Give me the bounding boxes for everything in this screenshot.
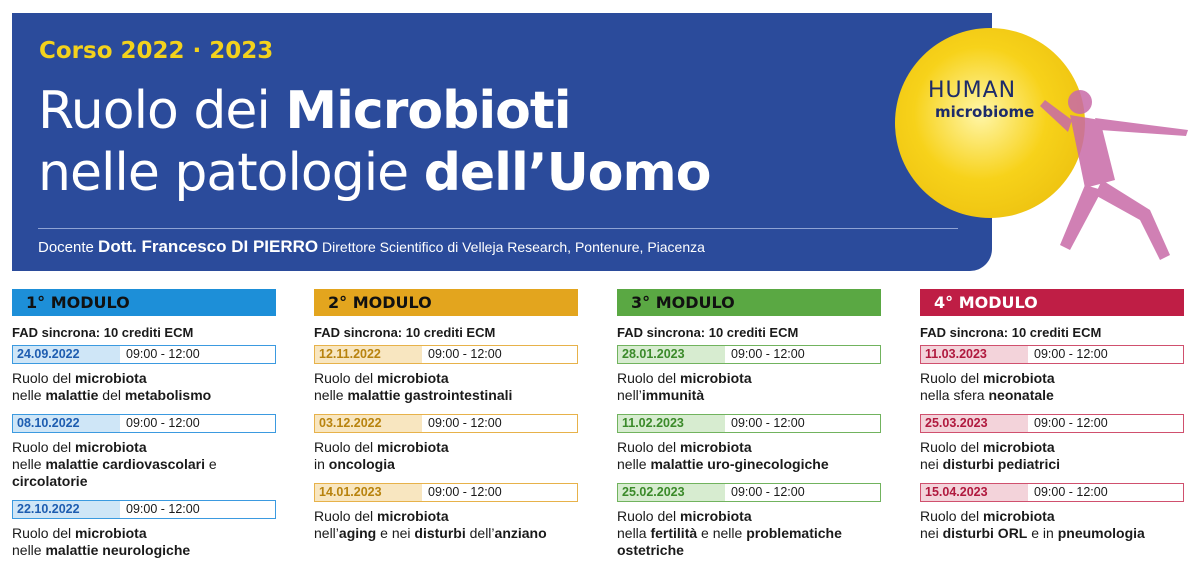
session-topic: Ruolo del microbiota nell’aging e nei disturbi dell’anziano — [314, 508, 547, 541]
session-date-box — [617, 483, 881, 502]
logo-word-microbiome: microbiome — [935, 103, 1035, 121]
session-topic: Ruolo del microbiota nelle malattie neurologiche — [12, 525, 191, 558]
credits-label: FAD sincrona: 10 crediti ECM — [12, 325, 194, 340]
session-topic: Ruolo del microbiota nella fertilità e nelle problematiche ostetriche — [617, 508, 842, 558]
title-line-1: Ruolo dei Microbioti — [38, 81, 571, 141]
session-time: 09:00 - 12:00 — [126, 416, 200, 430]
session-time: 09:00 - 12:00 — [1034, 485, 1108, 499]
session-date-box — [12, 414, 276, 433]
session-date: 11.02.2023 — [618, 415, 725, 432]
session-topic: Ruolo del microbiota in oncologia — [314, 439, 449, 472]
session-time: 09:00 - 12:00 — [731, 416, 805, 430]
session-date: 08.10.2022 — [13, 415, 120, 432]
logo-word-human: HUMAN — [928, 78, 1017, 103]
module-4 — [920, 289, 1184, 542]
session-time: 09:00 - 12:00 — [126, 347, 200, 361]
session-time: 09:00 - 12:00 — [1034, 416, 1108, 430]
module-header: 2° MODULO — [314, 289, 578, 316]
session-date-box — [314, 345, 578, 364]
session-topic: Ruolo del microbiota nelle malattie del metabolismo — [12, 370, 212, 403]
teacher-role: Direttore Scientifico di Velleja Research, Pontenure, Piacenza — [318, 239, 705, 255]
session-date: 24.09.2022 — [13, 346, 120, 363]
module-2 — [314, 289, 578, 542]
credits-label: FAD sincrona: 10 crediti ECM — [314, 325, 496, 340]
session-topic: Ruolo del microbiota nelle malattie uro-ginecologiche — [617, 439, 829, 472]
session-date-box — [314, 483, 578, 502]
teacher-name: Dott. Francesco DI PIERRO — [98, 237, 319, 256]
session-date: 22.10.2022 — [13, 501, 120, 518]
session-time: 09:00 - 12:00 — [428, 416, 502, 430]
session-date: 28.01.2023 — [618, 346, 725, 363]
session-topic: Ruolo del microbiota nelle malattie gastrointestinali — [314, 370, 513, 403]
session-date-box — [617, 414, 881, 433]
session-topic: Ruolo del microbiota nell’immunità — [617, 370, 752, 403]
session-date: 15.04.2023 — [921, 484, 1028, 501]
module-header: 3° MODULO — [617, 289, 881, 316]
header-divider — [38, 228, 958, 229]
session-date: 11.03.2023 — [921, 346, 1028, 363]
session-topic: Ruolo del microbiota nei disturbi ORL e in pneumologia — [920, 508, 1145, 541]
session-date-box — [920, 345, 1184, 364]
human-figure-icon — [1040, 60, 1190, 280]
session-time: 09:00 - 12:00 — [731, 485, 805, 499]
session-date: 03.12.2022 — [315, 415, 422, 432]
session-date-box — [920, 414, 1184, 433]
session-time: 09:00 - 12:00 — [126, 502, 200, 516]
teacher-line: Docente Dott. Francesco DI PIERRO Direttore Scientifico di Velleja Research, Pontenure, Piacenza — [38, 237, 705, 256]
session-time: 09:00 - 12:00 — [428, 347, 502, 361]
session-time: 09:00 - 12:00 — [731, 347, 805, 361]
session-date-box — [12, 345, 276, 364]
module-header: 1° MODULO — [12, 289, 276, 316]
session-topic: Ruolo del microbiota nelle malattie cardiovascolari e circolatorie — [12, 439, 217, 489]
session-date: 12.11.2022 — [315, 346, 422, 363]
course-year: Corso 2022 · 2023 — [39, 38, 274, 64]
title-line-2: nelle patologie dell’Uomo — [38, 143, 711, 203]
session-date: 25.03.2023 — [921, 415, 1028, 432]
session-topic: Ruolo del microbiota nei disturbi pediatrici — [920, 439, 1061, 472]
session-date: 14.01.2023 — [315, 484, 422, 501]
credits-label: FAD sincrona: 10 crediti ECM — [617, 325, 799, 340]
module-header: 4° MODULO — [920, 289, 1184, 316]
module-1 — [12, 289, 276, 559]
session-topic: Ruolo del microbiota nella sfera neonatale — [920, 370, 1055, 403]
credits-label: FAD sincrona: 10 crediti ECM — [920, 325, 1102, 340]
session-date: 25.02.2023 — [618, 484, 725, 501]
module-3 — [617, 289, 881, 559]
session-date-box — [920, 483, 1184, 502]
session-date-box — [314, 414, 578, 433]
session-date-box — [617, 345, 881, 364]
page-title — [38, 80, 710, 204]
session-time: 09:00 - 12:00 — [428, 485, 502, 499]
session-date-box — [12, 500, 276, 519]
session-time: 09:00 - 12:00 — [1034, 347, 1108, 361]
